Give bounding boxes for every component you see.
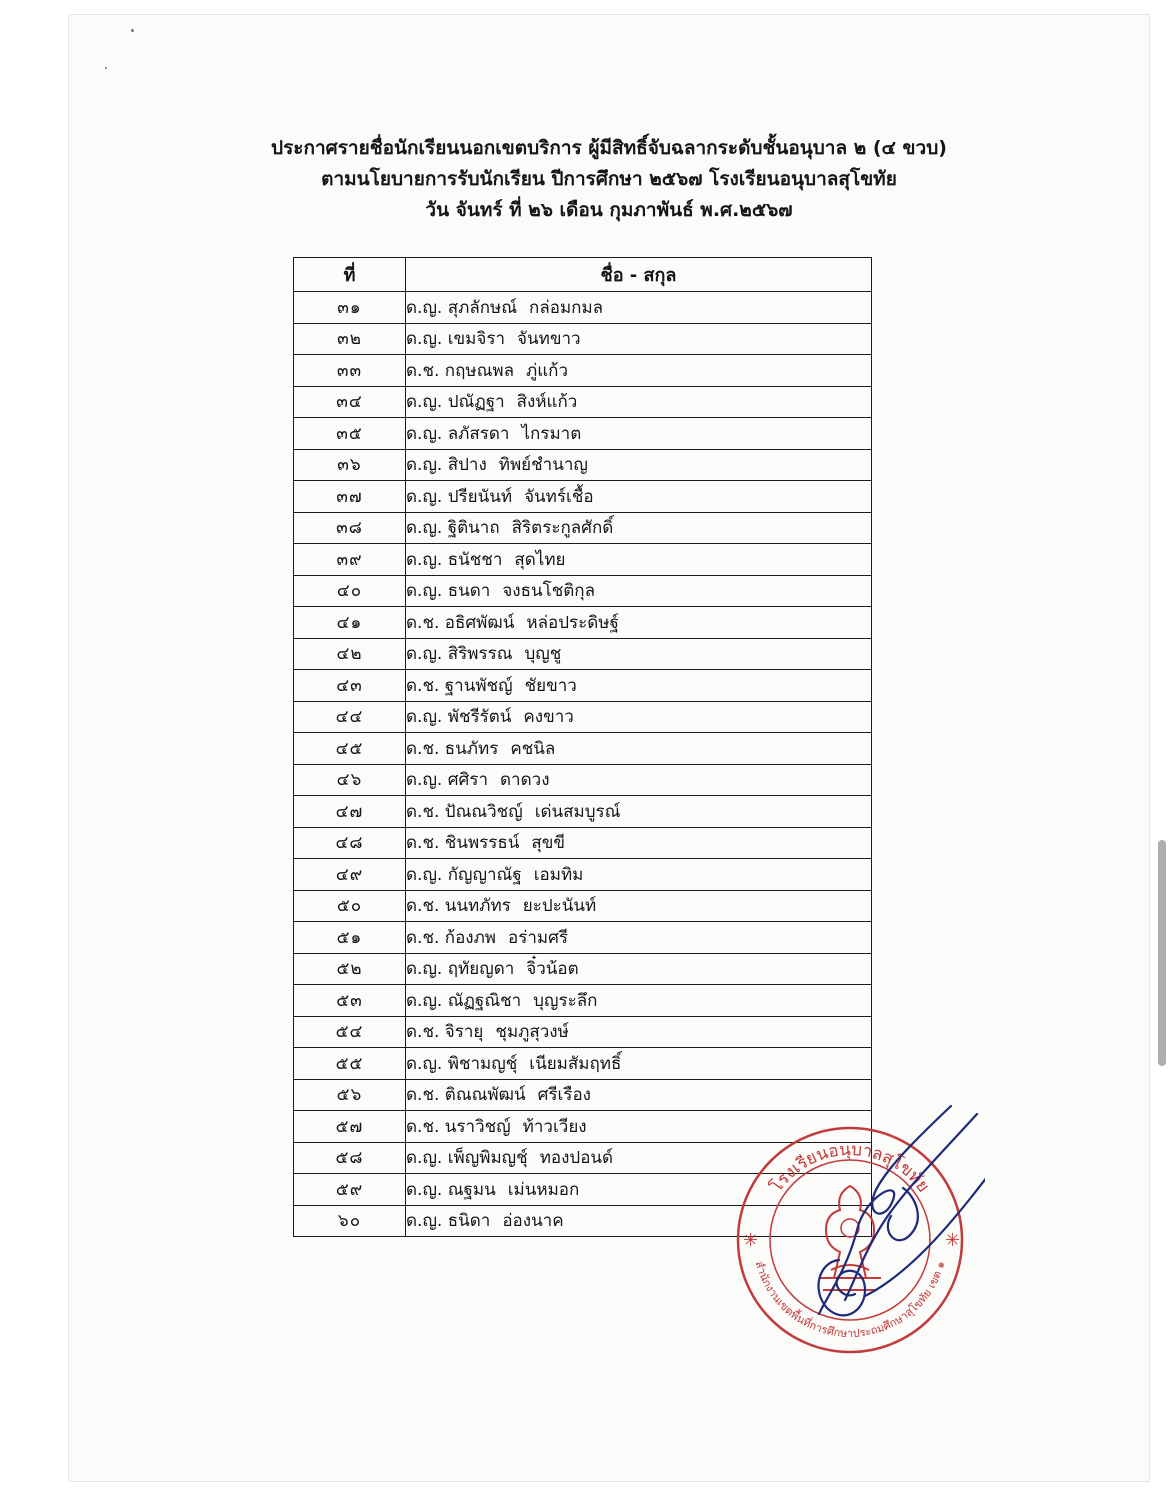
student-name (406, 512, 872, 544)
student-title: ด.ญ. (406, 423, 443, 444)
row-number: ๓๑ (294, 292, 406, 324)
row-number: ๔๘ (294, 827, 406, 859)
table-row (294, 670, 872, 702)
student-name (406, 575, 872, 607)
student-last-name: ศรีเรือง (537, 1085, 591, 1106)
student-last-name: สุดไทย (514, 549, 566, 570)
svg-text:✳: ✳ (945, 1230, 961, 1251)
student-last-name: คงขาว (523, 707, 574, 728)
student-last-name: บุญชู (524, 644, 562, 665)
student-title: ด.ญ. (406, 1179, 443, 1200)
student-first-name: ชินพรรธน์ (444, 833, 520, 854)
student-first-name: สุภลักษณ์ (447, 297, 518, 318)
row-number: ๕๘ (294, 1142, 406, 1174)
student-first-name: เขมจิรา (447, 329, 506, 350)
student-last-name: ชัยขาว (524, 675, 577, 696)
table-row (294, 764, 872, 796)
student-last-name: ยะปะนันท์ (522, 896, 597, 917)
student-last-name: บุญระลึก (533, 990, 598, 1011)
table-row (294, 292, 872, 324)
table-row (294, 386, 872, 418)
scan-speck (105, 67, 107, 69)
student-name (406, 890, 872, 922)
student-last-name: ทิพย์ชำนาญ (498, 455, 588, 476)
student-title: ด.ญ. (406, 486, 443, 507)
student-name (406, 355, 872, 387)
row-number: ๔๐ (294, 575, 406, 607)
row-number: ๕๑ (294, 922, 406, 954)
student-name (406, 985, 872, 1017)
student-last-name: เอมทิม (533, 864, 584, 885)
announcement-policy: ตามนโยบายการรับนักเรียน ปีการศึกษา ๒๕๖๗ โรงเรียนอนุบาลสุโขทัย (321, 168, 897, 190)
row-number: ๔๗ (294, 796, 406, 828)
student-name (406, 922, 872, 954)
student-first-name: ศศิรา (447, 770, 489, 791)
student-first-name: ปรียนันท์ (447, 486, 513, 507)
row-number: ๓๘ (294, 512, 406, 544)
student-first-name: ปัณณวิชญ์ (444, 801, 523, 822)
student-title: ด.ช. (406, 612, 440, 633)
student-title: ด.ญ. (406, 297, 443, 318)
student-last-name: จงธนโชติกุล (502, 581, 596, 602)
row-number: ๕๕ (294, 1048, 406, 1080)
student-name (406, 701, 872, 733)
row-number: ๔๕ (294, 733, 406, 765)
student-name (406, 796, 872, 828)
student-name (406, 418, 872, 450)
row-number: ๔๖ (294, 764, 406, 796)
viewer-margin (0, 0, 60, 1494)
student-last-name: เด่นสมบูรณ์ (534, 801, 621, 822)
student-title: ด.ญ. (406, 455, 443, 476)
student-last-name: สิริตระกูลศักดิ์ (511, 518, 614, 539)
student-last-name: ภู่แก้ว (525, 360, 568, 381)
student-first-name: ธนัชชา (447, 549, 503, 570)
table-row (294, 890, 872, 922)
row-number: ๕๗ (294, 1111, 406, 1143)
student-first-name: จิรายุ (444, 1022, 484, 1043)
document-page (68, 14, 1150, 1482)
announcement-date: วัน จันทร์ ที่ ๒๖ เดือน กุมภาพันธ์ พ.ศ.๒๕๖๗ (425, 199, 793, 221)
table-row (294, 481, 872, 513)
student-first-name: เพ็ญพิมญชุ์ (447, 1148, 528, 1169)
row-number: ๔๔ (294, 701, 406, 733)
student-name (406, 1048, 872, 1080)
student-title: ด.ญ. (406, 770, 443, 791)
student-last-name: สิงห์แก้ว (516, 392, 578, 413)
student-title: ด.ช. (406, 927, 440, 948)
row-number: ๕๙ (294, 1174, 406, 1206)
announcement-title: ประกาศรายชื่อนักเรียนนอกเขตบริการ ผู้มีสิทธิ์จับฉลากระดับชั้นอนุบาล ๒ (๔ ขวบ) (271, 137, 947, 159)
student-last-name: ดาดวง (500, 770, 550, 791)
student-last-name: กล่อมกมล (529, 297, 604, 318)
student-first-name: ปณัฏฐา (447, 392, 505, 413)
table-row (294, 607, 872, 639)
student-last-name: ชุมภูสุวงษ์ (495, 1022, 569, 1043)
student-name (406, 544, 872, 576)
table-row (294, 953, 872, 985)
student-title: ด.ญ. (406, 644, 443, 665)
student-title: ด.ญ. (406, 1211, 443, 1232)
table-row (294, 418, 872, 450)
row-number: ๕๒ (294, 953, 406, 985)
row-number: ๕๔ (294, 1016, 406, 1048)
scan-speck (131, 29, 134, 32)
student-name (406, 953, 872, 985)
student-first-name: สิริพรรณ (447, 644, 513, 665)
student-title: ด.ช. (406, 896, 440, 917)
student-first-name: ณฐมน (447, 1179, 496, 1200)
student-last-name: เม่นหมอก (507, 1179, 580, 1200)
student-title: ด.ญ. (406, 707, 443, 728)
student-title: ด.ช. (406, 1022, 440, 1043)
row-number: ๔๒ (294, 638, 406, 670)
student-first-name: ณัฏฐณิชา (447, 990, 522, 1011)
student-title: ด.ช. (406, 833, 440, 854)
student-title: ด.ช. (406, 738, 440, 759)
row-number: ๓๓ (294, 355, 406, 387)
student-title: ด.ญ. (406, 864, 443, 885)
student-first-name: ฐิตินาถ (447, 518, 500, 539)
student-first-name: ฐานพัชญ์ (444, 675, 513, 696)
table-row (294, 701, 872, 733)
table-row (294, 985, 872, 1017)
student-last-name: จันทขาว (517, 329, 581, 350)
student-name (406, 449, 872, 481)
student-last-name: จันทร์เชื้อ (524, 486, 594, 507)
row-number: ๕๐ (294, 890, 406, 922)
signature-icon (818, 1106, 985, 1315)
student-first-name: อธิศพัฒน์ (444, 612, 515, 633)
student-name (406, 638, 872, 670)
svg-text:สำนักงานเขตพื้นที่การศึกษาประถ: สำนักงานเขตพื้นที่การศึกษาประถมศึกษาสุโขทัย เขต ๑ (752, 1259, 948, 1340)
student-last-name: จิ๋วน้อต (526, 959, 579, 980)
student-title: ด.ช. (406, 801, 440, 822)
row-number: ๓๗ (294, 481, 406, 513)
row-number: ๕๓ (294, 985, 406, 1017)
student-title: ด.ญ. (406, 1053, 443, 1074)
student-first-name: กัญญาณัฐ (447, 864, 522, 885)
student-last-name: ทองปอนด์ (539, 1148, 614, 1169)
student-last-name: ไกรมาต (521, 423, 582, 444)
column-header-name: ชื่อ - สกุล (406, 258, 872, 292)
student-title: ด.ญ. (406, 1148, 443, 1169)
student-title: ด.ญ. (406, 329, 443, 350)
student-last-name: อ่องนาค (502, 1211, 564, 1232)
row-number: ๓๒ (294, 323, 406, 355)
student-last-name: เนียมสัมฤทธิ์ (529, 1053, 622, 1074)
student-first-name: นราวิชญ์ (444, 1116, 511, 1137)
roster-body (294, 292, 872, 1237)
student-name (406, 670, 872, 702)
student-name (406, 292, 872, 324)
student-title: ด.ญ. (406, 581, 443, 602)
table-row (294, 355, 872, 387)
student-name (406, 764, 872, 796)
student-last-name: สุขขี (531, 833, 566, 854)
row-number: ๖๐ (294, 1205, 406, 1237)
table-row (294, 827, 872, 859)
row-number: ๔๙ (294, 859, 406, 891)
table-row (294, 544, 872, 576)
row-number: ๔๓ (294, 670, 406, 702)
student-title: ด.ช. (406, 1116, 440, 1137)
student-first-name: ธนภัทร (444, 738, 499, 759)
school-seal-with-signature (715, 1100, 985, 1370)
student-first-name: ลภัสรดา (447, 423, 510, 444)
student-first-name: ก้องภพ (444, 927, 497, 948)
table-row (294, 575, 872, 607)
table-row (294, 638, 872, 670)
student-name (406, 827, 872, 859)
table-row (294, 323, 872, 355)
student-title: ด.ญ. (406, 549, 443, 570)
student-name (406, 733, 872, 765)
column-header-number: ที่ (294, 258, 406, 292)
seal-icon (738, 1128, 962, 1352)
student-name (406, 1016, 872, 1048)
row-number: ๓๔ (294, 386, 406, 418)
table-row (294, 1016, 872, 1048)
student-first-name: ฤทัยญดา (447, 959, 515, 980)
student-name (406, 859, 872, 891)
student-title: ด.ญ. (406, 518, 443, 539)
table-row (294, 922, 872, 954)
student-name (406, 481, 872, 513)
student-title: ด.ญ. (406, 959, 443, 980)
student-first-name: พัชรีรัตน์ (447, 707, 512, 728)
svg-text:✳: ✳ (743, 1230, 759, 1251)
student-title: ด.ช. (406, 675, 440, 696)
student-title: ด.ช. (406, 360, 440, 381)
student-first-name: กฤษณพล (444, 360, 514, 381)
table-row (294, 1048, 872, 1080)
student-name (406, 386, 872, 418)
row-number: ๓๙ (294, 544, 406, 576)
student-roster-table (293, 257, 872, 1237)
table-row (294, 796, 872, 828)
student-name (406, 323, 872, 355)
student-first-name: ติณณพัฒน์ (444, 1085, 526, 1106)
student-title: ด.ช. (406, 1085, 440, 1106)
student-first-name: นนทภัทร (444, 896, 511, 917)
vertical-scrollbar[interactable] (1158, 840, 1166, 1066)
table-row (294, 449, 872, 481)
student-title: ด.ญ. (406, 990, 443, 1011)
row-number: ๕๖ (294, 1079, 406, 1111)
student-last-name: อร่ามศรี (508, 927, 569, 948)
table-row (294, 512, 872, 544)
student-first-name: ธนิดา (447, 1211, 491, 1232)
student-last-name: คชนิล (510, 738, 556, 759)
student-title: ด.ญ. (406, 392, 443, 413)
table-row (294, 733, 872, 765)
student-last-name: ท้าวเวียง (522, 1116, 587, 1137)
student-first-name: สิปาง (447, 455, 487, 476)
row-number: ๔๑ (294, 607, 406, 639)
row-number: ๓๖ (294, 449, 406, 481)
student-name (406, 607, 872, 639)
student-first-name: พิชามญชุ์ (447, 1053, 518, 1074)
table-row (294, 859, 872, 891)
table-header-row (294, 258, 872, 292)
row-number: ๓๕ (294, 418, 406, 450)
student-last-name: หล่อประดิษฐ์ (526, 612, 619, 633)
student-first-name: ธนดา (447, 581, 491, 602)
svg-text:โรงเรียนอนุบาลสุโขทัย: โรงเรียนอนุบาลสุโขทัย (766, 1139, 934, 1197)
announcement-header (69, 133, 1149, 226)
